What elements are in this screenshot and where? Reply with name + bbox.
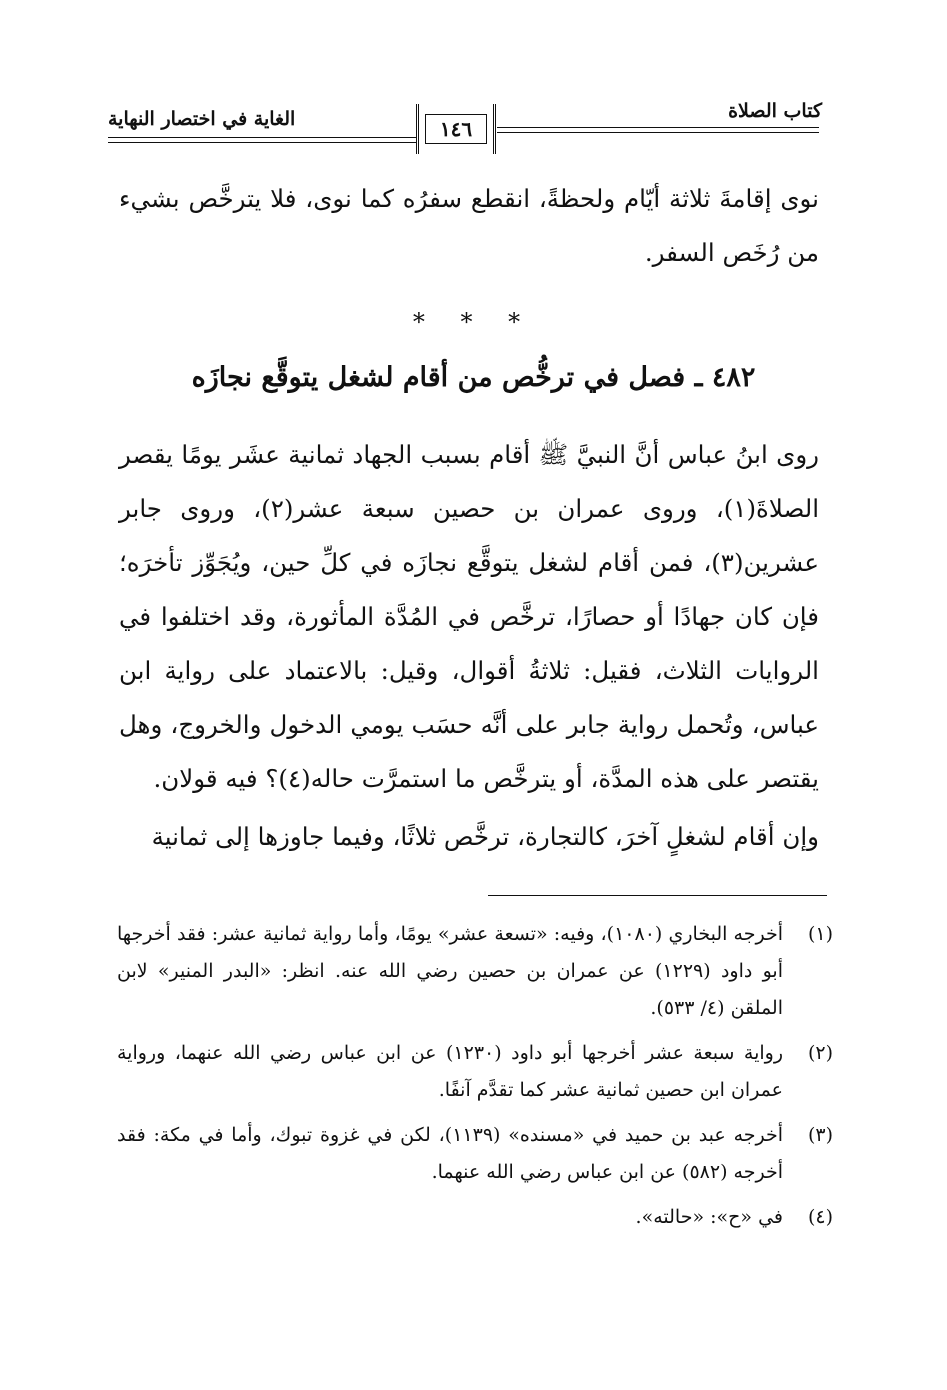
running-header-section: كتاب الصلاة <box>728 100 822 122</box>
footnote-number: (١) <box>807 923 833 945</box>
page-number: ١٤٦ <box>425 114 487 144</box>
header-rule-right <box>497 127 819 128</box>
footnote-number: (٤) <box>807 1206 833 1228</box>
footnote <box>117 1035 833 1109</box>
header-rule-left <box>108 137 416 138</box>
footnote-text: أخرجه البخاري (١٠٨٠)، وفيه: «تسعة عشر» يومًا، وأما رواية ثمانية عشر: فقد أخرجها أبو داود (١٢٢٩) عن عمران بن حصين رضي الله عنه. انظر: «البدر المنير» لابن الملقن (٤/ ٥٣٣). <box>117 923 783 1019</box>
footnote-text: أخرجه عبد بن حميد في «مسنده» (١١٣٩)، لكن في غزوة تبوك، وأما في مكة: فقد أخرجه (٥٨٢) عن ابن عباس رضي الله عنهما. <box>117 1124 784 1183</box>
page-number-frame <box>416 104 496 154</box>
footnote-number: (٢) <box>807 1042 833 1064</box>
paragraph-last: وإن أقام لشغلٍ آخرَ، كالتجارة، ترخَّص ثلاثًا، وفيما جاوزها إلى ثمانية <box>151 822 819 851</box>
footnote <box>117 1117 833 1191</box>
footnote-text: في «ح»: «حالته». <box>635 1206 783 1228</box>
section-heading: ٤٨٢ ـ فصل في ترخُّص من أقام لشغل يتوقَّع نجازَه <box>191 362 756 393</box>
footnote-text: رواية سبعة عشر أخرجها أبو داود (١٢٣٠) عن ابن عباس رضي الله عنهما، ورواية عمران ابن حصين ثمانية عشر كما تقدَّم آنفًا. <box>117 1042 783 1101</box>
running-header-title: الغاية في اختصار النهاية <box>108 108 296 130</box>
paragraph-main: روى ابنُ عباس أنَّ النبيَّ ﷺ أقام بسبب الجهاد ثمانية عشَر يومًا يقصر الصلاةَ(١)، وروى عمران بن حصين سبعة عشر(٢)، وروى جابر عشرين(٣)، فمن أقام لشغل يتوقَّع نجازَه في كلِّ حين، ويُجَوِّز تأخرَه؛ فإن كان جهادًا أو حصارًا، ترخَّص في المُدَّة المأثورة، وقد اختلفوا في الروايات الثلاث، فقيل: ثلاثةُ أقوال، وقيل: بالاعتماد على رواية ابن عباس، وتُحمل رواية جابر على أنَّه حسَب يومي الدخول والخروج، وهل يقتصر على هذه المدَّة، أو يترخَّص ما استمرَّت حاله(٤)؟ فيه قولان. <box>119 440 819 793</box>
header-rule-left-lower <box>108 142 416 143</box>
footnotes <box>117 916 833 1244</box>
paragraph-continuation: نوى إقامةَ ثلاثة أيّام ولحظةً، انقطع سفرُه كما نوى، فلا يترخَّص بشيء من رُخَص السفر. <box>119 184 819 267</box>
footnote <box>117 916 833 1027</box>
footnote-number: (٣) <box>807 1124 833 1146</box>
footnote <box>117 1199 833 1236</box>
section-separator: * * * <box>412 308 535 336</box>
header-rule-right-lower <box>497 132 819 133</box>
footnote-separator <box>488 895 827 896</box>
